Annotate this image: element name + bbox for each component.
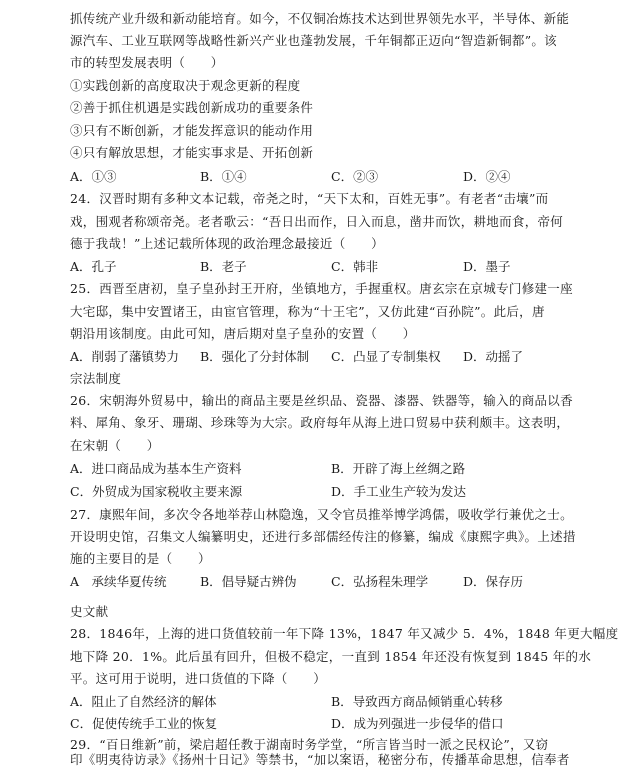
q29-stem-line-2: 印《明夷待访录》《扬州十日记》等禁书，“加以案语，秘密分布，传播革命思想，信奉者 [70, 752, 570, 767]
q27-stem-line-1: 27．康熙年间，多次令各地举荐山林隐逸，又令官员推举博学鸿儒，吸收学行兼优之士。 [70, 507, 573, 522]
q24-option-c[interactable]: C．韩非 [331, 259, 379, 274]
q28-option-c[interactable]: C．促使传统手工业的恢复 [70, 716, 218, 731]
q27-option-c[interactable]: C．弘扬程朱理学 [331, 574, 429, 589]
q29-stem-line-1: 29．“百日维新”前，梁启超任教于湖南时务学堂，“所言皆当时一派之民权论”，又窃 [70, 737, 549, 752]
q23-stem-line-2: 源汽车、工业互联网等战略性新兴产业也蓬勃发展，千年铜都正迈向“智造新铜都”。该 [70, 33, 557, 48]
q23-option-c[interactable]: C．②③ [331, 169, 379, 184]
q23-item-4: ④只有解放思想，才能实事求是、开拓创新 [70, 145, 314, 160]
q28-option-d[interactable]: D．成为列强进一步侵华的借口 [331, 716, 504, 731]
q24-stem-line-2: 戏，围观者称颂帝尧。老者歌云：“吾日出而作，日入而息，凿井而饮，耕地而食，帝何 [70, 214, 564, 229]
q28-option-b[interactable]: B．导致西方商品倾销重心转移 [331, 694, 503, 709]
q26-option-c[interactable]: C．外贸成为国家税收主要来源 [70, 484, 243, 499]
q27-stem-line-3: 施的主要目的是（ ） [70, 551, 211, 566]
q23-item-1: ①实践创新的高度取决于观念更新的程度 [70, 78, 301, 93]
q27-option-d[interactable]: D．保存历 [463, 574, 524, 589]
q27-stem-line-2: 开设明史馆，召集文人编纂明史，还进行多部儒经传注的修纂，编成《康熙字典》。上述措 [70, 529, 576, 544]
q25-stem-line-3: 朝沿用该制度。由此可知，唐后期对皇子皇孙的安置（ ） [70, 326, 416, 341]
q28-option-a[interactable]: A．阻止了自然经济的解体 [70, 694, 217, 709]
q26-option-a[interactable]: A．进口商品成为基本生产资料 [70, 461, 242, 476]
q26-option-b[interactable]: B．开辟了海上丝绸之路 [331, 461, 466, 476]
q24-option-d[interactable]: D．墨子 [463, 259, 511, 274]
q23-option-d[interactable]: D．②④ [463, 169, 511, 184]
q24-option-b[interactable]: B．老子 [200, 259, 247, 274]
q28-stem-line-2: 地下降 20．1%。此后虽有回升，但极不稳定，一直到 1854 年还没有恢复到 1845 年的水 [70, 649, 592, 664]
q26-stem-line-1: 26．宋朝海外贸易中，输出的商品主要是丝织品、瓷器、漆器、铁器等，输入的商品以香 [70, 393, 573, 408]
q24-stem-line-3: 德于我哉！”上述记载所体现的政治理念最接近（ ） [70, 236, 384, 251]
q28-stem-line-1: 28．1846年，上海的进口货值较前一年下降 13%，1847 年又减少 5．4%，1848 年更大幅度 [70, 626, 618, 641]
q24-option-a[interactable]: A．孔子 [70, 259, 117, 274]
q26-option-d[interactable]: D．手工业生产较为发达 [331, 484, 467, 499]
q28-stem-line-3: 平。这可用于说明，进口货值的下降（ ） [70, 671, 327, 686]
q26-stem-line-2: 料、犀角、象牙、珊瑚、珍珠等为大宗。政府每年从海上进口贸易中获利颇丰。这表明， [70, 415, 570, 430]
q25-stem-line-2: 大宅邸，集中安置诸王，由宦官管理，称为“十王宅”，又仿此建“百孙院”。此后，唐 [70, 304, 545, 319]
q25-option-b[interactable]: B．强化了分封体制 [200, 349, 310, 364]
q23-stem-line-3: 市的转型发展表明（ ） [70, 55, 224, 70]
q23-stem-line-1: 抓传统产业升级和新动能培育。如今，不仅铜冶炼技术达到世界领先水平，半导体、新能 [70, 11, 570, 26]
q27-option-d-wrap: 史文献 [70, 604, 109, 619]
q24-stem-line-1: 24．汉晋时期有多种文本记载，帝尧之时，“天下太和，百姓无事”。有老者“击壤”而 [70, 191, 549, 206]
q27-option-a[interactable]: A 承续华夏传统 [70, 574, 167, 589]
q25-option-a[interactable]: A．削弱了藩镇势力 [70, 349, 180, 364]
q23-item-2: ②善于抓住机遇是实践创新成功的重要条件 [70, 100, 314, 115]
q23-item-3: ③只有不断创新，才能发挥意识的能动作用 [70, 123, 314, 138]
q23-option-a[interactable]: A．①③ [70, 169, 117, 184]
q27-option-b[interactable]: B．倡导疑古辨伪 [200, 574, 297, 589]
q25-option-d-wrap: 宗法制度 [70, 371, 122, 386]
q25-option-d[interactable]: D．动摇了 [463, 349, 524, 364]
q26-stem-line-3: 在宋朝（ ） [70, 438, 160, 453]
q25-stem-line-1: 25．西晋至唐初，皇子皇孙封王开府，坐镇地方，手握重权。唐玄宗在京城专门修建一座 [70, 281, 573, 296]
q25-option-c[interactable]: C．凸显了专制集权 [331, 349, 441, 364]
q23-option-b[interactable]: B．①④ [200, 169, 247, 184]
